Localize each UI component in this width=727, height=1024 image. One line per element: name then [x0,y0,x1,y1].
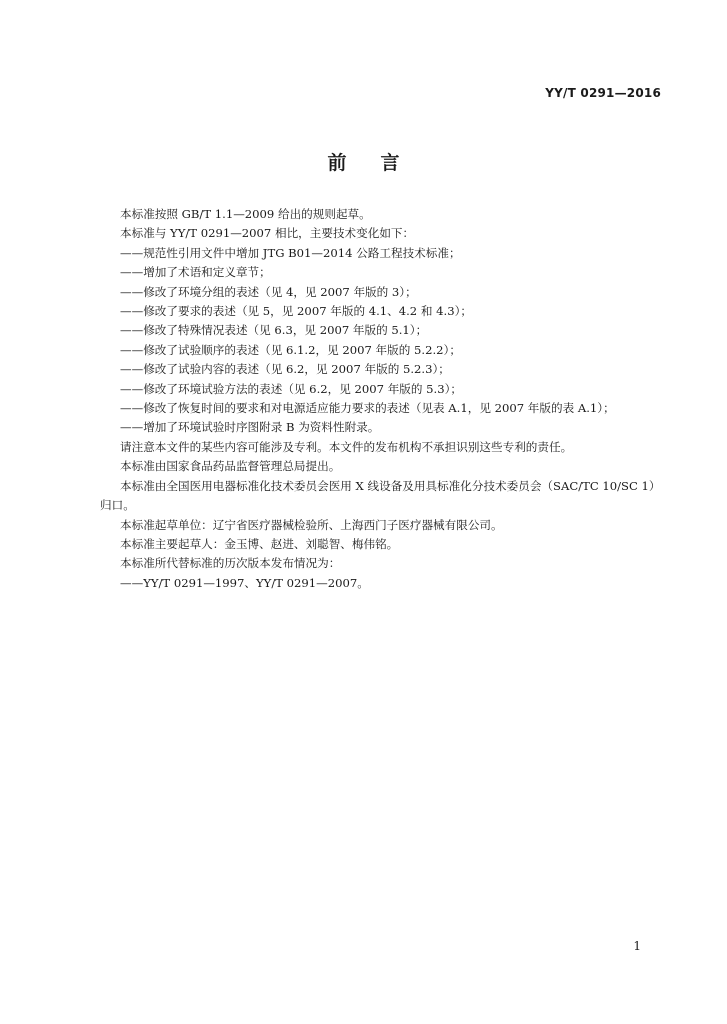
change-item: ——增加了术语和定义章节； [120,265,271,280]
foreword-body [100,205,658,593]
paragraph-drafting-rules: 本标准按照 GB/T 1.1—2009 给出的规则起草。 [120,207,371,221]
standard-code: YY/T 0291—2016 [545,86,661,100]
change-item: ——修改了要求的表述（见 5，见 2007 年版的 4.1、4.2 和 4.3）； [120,304,472,319]
paragraph-proposer: 本标准由国家食品药品监督管理总局提出。 [120,459,341,474]
history-item: ——YY/T 0291—1997、YY/T 0291—2007。 [120,575,369,590]
paragraph-changes-intro: 本标准与 YY/T 0291—2007 相比，主要技术变化如下： [120,226,415,241]
change-item: ——修改了特殊情况表述（见 6.3，见 2007 年版的 5.1）； [120,323,428,338]
paragraph-history-intro: 本标准所代替标准的历次版本发布情况为： [120,556,341,571]
change-item: ——修改了环境试验方法的表述（见 6.2，见 2007 年版的 5.3）； [120,381,462,396]
paragraph-committee: 本标准由全国医用电器标准化技术委员会医用 X 线设备及用具标准化分技术委员会（SAC/TC 10/SC 1）归口。 [100,478,655,513]
change-item: ——修改了试验内容的表述（见 6.2，见 2007 年版的 5.2.3）； [120,362,450,377]
change-item: ——增加了环境试验时序图附录 B 为资料性附录。 [120,420,380,435]
page-number: 1 [633,939,641,953]
paragraph-drafters: 本标准主要起草人：金玉博、赵进、刘聪智、梅伟铭。 [120,536,399,551]
page-title: 前言 [327,152,434,174]
change-item: ——修改了恢复时间的要求和对电源适应能力要求的表述（见表 A.1，见 2007 年版的表 A.1）； [120,401,615,416]
change-item: ——修改了试验顺序的表述（见 6.1.2，见 2007 年版的 5.2.2）； [120,342,461,357]
change-item: ——修改了环境分组的表述（见 4，见 2007 年版的 3）； [120,284,417,299]
paragraph-drafting-units: 本标准起草单位：辽宁省医疗器械检验所、上海西门子医疗器械有限公司。 [120,517,503,532]
change-item: ——规范性引用文件中增加 JTG B01—2014 公路工程技术标准； [120,245,461,260]
paragraph-patent-notice: 请注意本文件的某些内容可能涉及专利。本文件的发布机构不承担识别这些专利的责任。 [120,439,573,454]
